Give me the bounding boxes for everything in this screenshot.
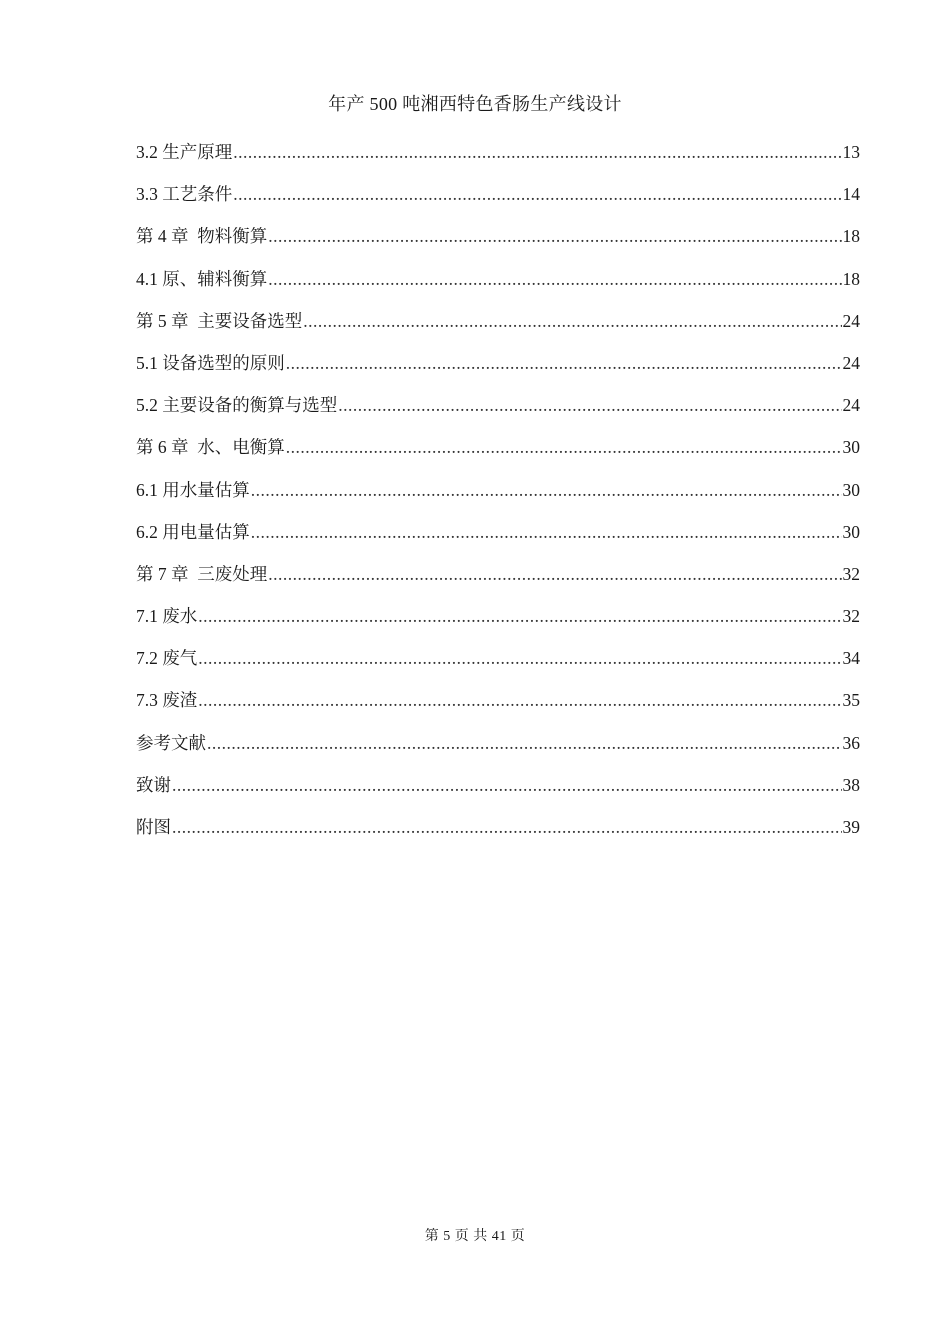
- toc-entry-title: 附图: [136, 817, 171, 837]
- toc-entry-title: 4.1 原、辅料衡算: [136, 268, 268, 289]
- toc-entry-title: 6.2 用电量估算: [136, 521, 250, 542]
- toc-entry[interactable]: [136, 687, 860, 729]
- toc-entry-page: 39: [842, 817, 860, 837]
- document-title: 年产 500 吨湘西特色香肠生产线设计: [328, 94, 622, 114]
- toc-dot-leader: [251, 519, 842, 545]
- toc-entry-title: 3.3 工艺条件: [136, 184, 233, 205]
- toc-entry[interactable]: [136, 139, 860, 181]
- toc-entry-title: 7.1 废水: [136, 606, 198, 627]
- toc-entry-page: 24: [842, 395, 860, 416]
- toc-entry-page: 32: [842, 563, 860, 584]
- toc-entry-title: 第 4 章 物料衡算: [136, 226, 268, 247]
- toc-dot-leader: [286, 350, 842, 376]
- toc-dot-leader: [268, 561, 841, 587]
- toc-entry-title: 致谢: [136, 774, 171, 795]
- toc-entry-title: 5.1 设备选型的原则: [136, 352, 285, 373]
- toc-entry-title: 第 5 章 主要设备选型: [136, 310, 303, 331]
- toc-dot-leader: [172, 772, 842, 798]
- toc-entry[interactable]: [136, 392, 860, 434]
- toc-entry[interactable]: [136, 814, 860, 856]
- toc-dot-leader: [338, 392, 841, 418]
- toc-entry-page: 14: [842, 184, 860, 205]
- toc-entry-title: 3.2 生产原理: [136, 142, 233, 162]
- toc-entry-page: 13: [842, 142, 860, 162]
- toc-entry[interactable]: [136, 603, 860, 645]
- toc-entry[interactable]: [136, 772, 860, 814]
- toc-entry-title: 第 7 章 三废处理: [136, 563, 268, 584]
- toc-dot-leader: [172, 814, 842, 840]
- toc-entry-title: 第 6 章 水、电衡算: [136, 437, 285, 458]
- toc-entry-page: 30: [842, 479, 860, 500]
- toc-entry-title: 7.2 废气: [136, 648, 198, 669]
- toc-dot-leader: [268, 266, 841, 292]
- toc-dot-leader: [286, 434, 842, 460]
- toc-dot-leader: [198, 603, 841, 629]
- toc-entry[interactable]: [136, 223, 860, 265]
- toc-entry-page: 30: [842, 521, 860, 542]
- page-header: [0, 92, 950, 116]
- page-footer: [0, 1228, 950, 1246]
- table-of-contents: [136, 139, 860, 856]
- toc-dot-leader: [268, 223, 841, 249]
- toc-entry-page: 34: [842, 648, 860, 669]
- toc-entry-page: 30: [842, 437, 860, 458]
- toc-dot-leader: [198, 687, 841, 713]
- toc-entry[interactable]: [136, 181, 860, 223]
- toc-entry-page: 36: [842, 732, 860, 753]
- toc-entry-title: 6.1 用水量估算: [136, 479, 250, 500]
- toc-entry-page: 24: [842, 310, 860, 331]
- toc-entry-page: 35: [842, 690, 860, 711]
- toc-entry[interactable]: [136, 645, 860, 687]
- toc-dot-leader: [233, 139, 841, 165]
- toc-entry-page: 18: [842, 268, 860, 289]
- toc-entry[interactable]: [136, 561, 860, 603]
- toc-dot-leader: [233, 181, 841, 207]
- toc-dot-leader: [207, 730, 842, 756]
- toc-entry-page: 38: [842, 774, 860, 795]
- toc-entry-page: 32: [842, 606, 860, 627]
- toc-entry[interactable]: [136, 519, 860, 561]
- toc-entry[interactable]: [136, 730, 860, 772]
- toc-entry-title: 5.2 主要设备的衡算与选型: [136, 395, 338, 416]
- toc-entry[interactable]: [136, 266, 860, 308]
- toc-entry-title: 参考文献: [136, 732, 206, 753]
- toc-entry-page: 18: [842, 226, 860, 247]
- toc-dot-leader: [198, 645, 841, 671]
- page-number: 第 5 页 共 41 页: [424, 1229, 526, 1244]
- toc-entry[interactable]: [136, 308, 860, 350]
- toc-entry[interactable]: [136, 477, 860, 519]
- toc-dot-leader: [303, 308, 841, 334]
- toc-entry-title: 7.3 废渣: [136, 690, 198, 711]
- toc-entry[interactable]: [136, 350, 860, 392]
- toc-dot-leader: [251, 477, 842, 503]
- toc-entry-page: 24: [842, 352, 860, 373]
- toc-entry[interactable]: [136, 434, 860, 476]
